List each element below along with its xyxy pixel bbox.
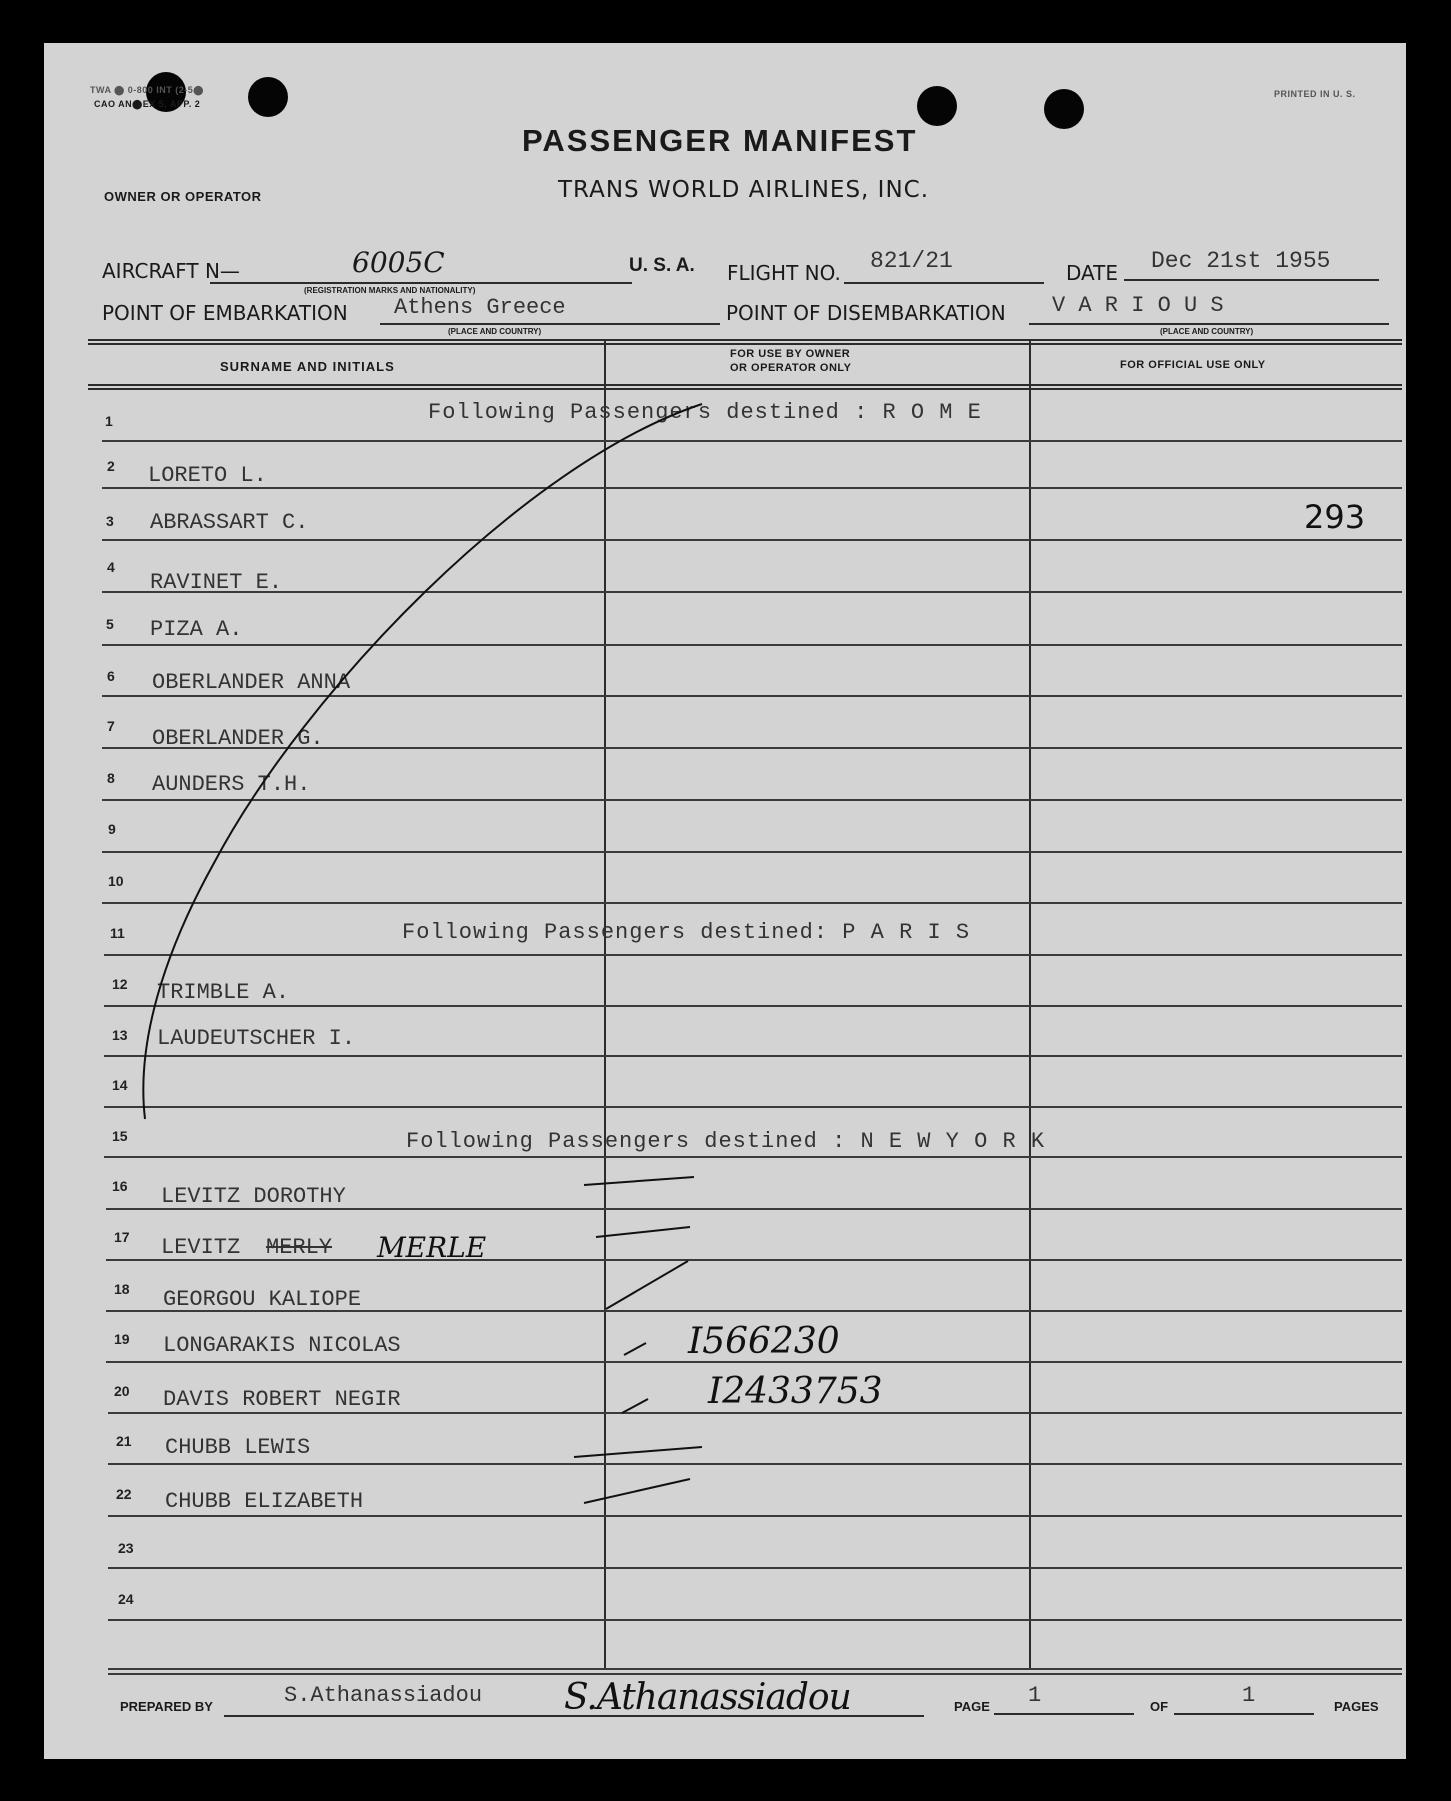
row-number: 20 [114, 1383, 130, 1399]
handwritten-note: I566230 [688, 1321, 840, 1362]
row-number: 13 [112, 1027, 128, 1043]
passenger-name: RAVINET E. [150, 570, 283, 595]
manifest-paper [44, 43, 1406, 1759]
printed-in: PRINTED IN U. S. [1274, 89, 1356, 99]
row-number: 1 [105, 413, 113, 429]
row-number: 12 [112, 976, 128, 992]
owner-label: OWNER OR OPERATOR [104, 189, 262, 204]
destination-paris: Following Passengers destined: P A R I S [402, 920, 971, 945]
row-number: 23 [118, 1540, 134, 1556]
passenger-name: PIZA A. [150, 617, 243, 642]
row-number: 22 [116, 1486, 132, 1502]
of-label: OF [1150, 1699, 1169, 1714]
passenger-name: LONGARAKIS NICOLAS [163, 1333, 401, 1358]
passenger-name: DAVIS ROBERT NEGIR [163, 1387, 401, 1412]
pages-label: PAGES [1334, 1699, 1379, 1714]
row-number: 17 [114, 1229, 130, 1245]
disembarkation-label: POINT OF DISEMBARKATION [726, 301, 1006, 325]
row-number: 7 [107, 718, 115, 734]
form-title: PASSENGER MANIFEST [522, 123, 918, 158]
passenger-name: TRIMBLE A. [157, 980, 290, 1005]
of-value: 1 [1242, 1683, 1256, 1708]
destination-newyork: Following Passengers destined : N E W Y O R K [406, 1129, 1046, 1154]
passenger-name: LEVITZ [161, 1235, 241, 1260]
row-number: 10 [108, 873, 124, 889]
row-number: 5 [106, 616, 114, 632]
column-header-operator-2: OR OPERATOR ONLY [730, 362, 852, 374]
checkmark [596, 1227, 690, 1237]
form-code: TWA ⬤ 0-800 INT (2-5⬤ [90, 85, 204, 95]
row-number: 8 [107, 770, 115, 786]
row-number: 3 [106, 513, 114, 529]
checkmark [584, 1177, 694, 1185]
row-number: 2 [107, 458, 115, 474]
passenger-name: OBERLANDER G. [152, 726, 324, 751]
page-label: PAGE [954, 1699, 990, 1714]
passenger-name-struck: MERLY [266, 1235, 333, 1260]
passenger-name: GEORGOU KALIOPE [163, 1287, 362, 1312]
row-number: 19 [114, 1331, 130, 1347]
date-label: DATE [1066, 261, 1119, 285]
signature: S.Athanassiadou [564, 1677, 851, 1718]
checkmark [606, 1261, 688, 1309]
flight-label: FLIGHT NO. [727, 261, 841, 285]
column-header-operator-1: FOR USE BY OWNER [730, 348, 851, 360]
page-value: 1 [1028, 1683, 1042, 1708]
row-number: 21 [116, 1433, 132, 1449]
row-number: 4 [107, 559, 115, 575]
place-caption: (PLACE AND COUNTRY) [448, 327, 542, 336]
official-use-value: 293 [1304, 498, 1366, 536]
embarkation-value: Athens Greece [394, 295, 566, 320]
usa-label: U. S. A. [629, 255, 695, 276]
checkmark [622, 1399, 648, 1413]
embarkation-label: POINT OF EMBARKATION [102, 301, 348, 325]
passenger-name: ABRASSART C. [150, 510, 309, 535]
disembarkation-value: V A R I O U S [1052, 293, 1224, 318]
passenger-name: AUNDERS T.H. [152, 772, 311, 797]
place-caption-2: (PLACE AND COUNTRY) [1160, 327, 1254, 336]
checkmark [574, 1447, 702, 1457]
column-header-official: FOR OFFICIAL USE ONLY [1120, 359, 1266, 371]
passenger-name: LORETO L. [148, 463, 267, 488]
row-number: 16 [112, 1178, 128, 1194]
airline-name: TRANS WORLD AIRLINES, INC. [558, 177, 930, 203]
checkmark [584, 1479, 690, 1503]
passenger-name: OBERLANDER ANNA [152, 670, 351, 695]
date-value: Dec 21st 1955 [1151, 248, 1331, 274]
aircraft-label: AIRCRAFT N— [102, 259, 240, 283]
passenger-name: CHUBB LEWIS [165, 1435, 311, 1460]
row-number: 14 [112, 1077, 128, 1093]
row-number: 6 [107, 668, 115, 684]
flight-value: 821/21 [870, 248, 953, 274]
row-number: 15 [112, 1128, 128, 1144]
passenger-name: CHUBB ELIZABETH [165, 1489, 364, 1514]
passenger-name: LEVITZ DOROTHY [161, 1184, 346, 1209]
handwritten-strokes [44, 43, 1406, 1759]
diagonal-pen-stroke [143, 404, 702, 1119]
handwritten-correction: MERLE [377, 1231, 487, 1264]
prepared-by-value: S.Athanassiadou [284, 1683, 483, 1708]
row-number: 9 [108, 821, 116, 837]
column-header-surname: SURNAME AND INITIALS [220, 359, 395, 374]
destination-rome: Following Passengers destined : R O M E [428, 400, 982, 425]
handwritten-note: I2433753 [708, 1371, 883, 1412]
passenger-name: LAUDEUTSCHER I. [157, 1026, 356, 1051]
row-number: 18 [114, 1281, 130, 1297]
form-annex: CAO AN⬤EX 5, APP. 2 [94, 99, 201, 109]
registration-caption: (REGISTRATION MARKS AND NATIONALITY) [304, 286, 476, 295]
prepared-by-label: PREPARED BY [120, 1699, 213, 1714]
row-number: 24 [118, 1591, 134, 1607]
row-number: 11 [110, 925, 125, 941]
checkmark [624, 1343, 646, 1355]
aircraft-value: 6005C [352, 246, 445, 279]
